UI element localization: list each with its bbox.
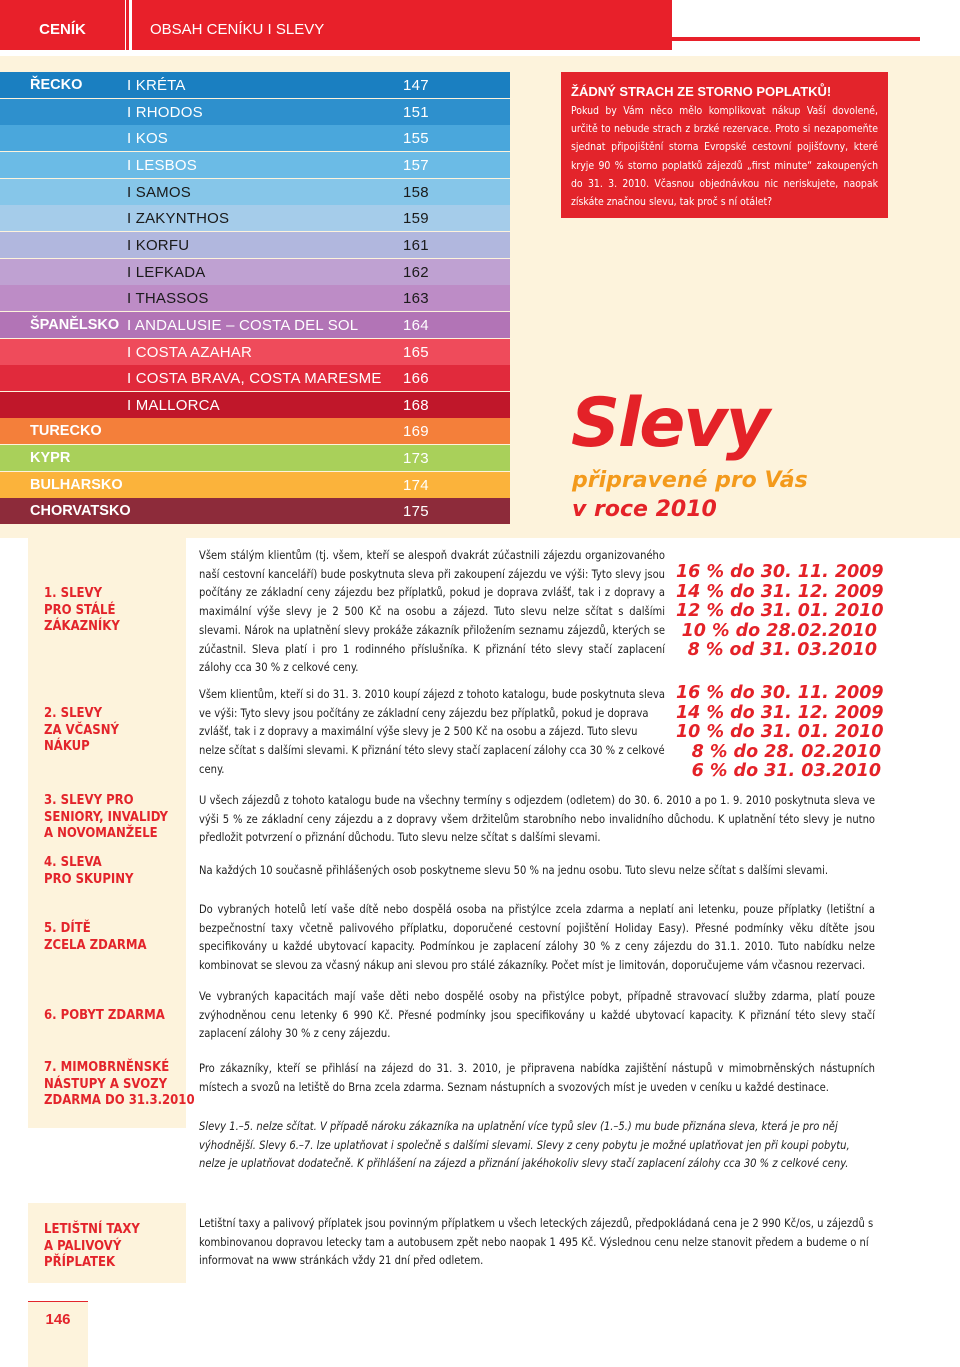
discount-5-text: Do vybraných hotelů letí vaše dítě nebo dospělá osoba na přistýlce zcela zdarma a neplatí ani letenku, pouze příplatky (letištní a bezpečnostní taxy včetně palivového příplatku, doporučené cestovní pojištění Holiday Easy). Přesné podmínky věku dítěte jsou specifikovány u každé ubytovací kapacity. Podmínkou je zaplacení zálohy 30 % z ceny zájezdu do 31.1. 2010. Tuto nabídku nelze kombinovat se slevou za včasný nákup ani slevou pro stálé zákazníky. Počet míst je limitován, doporučujeme vám včasnou rezervaci. xyxy=(199,903,875,973)
contents-page: 168 xyxy=(403,397,429,414)
contents-country: KYPR xyxy=(30,450,71,466)
discounts-note: Slevy 1.–5. nelze sčítat. V případě nároku zákazníka na uplatnění více typů slev (1.–5.) mu bude přiznána sleva, která je pro něj výhodnější. Slevy 6.–7. lze uplatňovat i společně s dalšími slevami. Slevy z ceny pobytu je možné uplatňovat jen při koupi pobytu, nelze je uplatňovat dodatečně. K přihlášení na zájezd a přiznání jakéhokoliv slevy stačí zaplacení zálohy cca 30 % z celkové ceny. xyxy=(199,1120,850,1170)
contents-page: 162 xyxy=(403,264,429,281)
contents-row xyxy=(0,259,510,285)
discount-6-text: Ve vybraných kapacitách mají vaše děti nebo dospělé osoby na přistýlce pobyt, případně stravovací služby zdarma, platí pouze zvýhodněnou cenu letenky 6 990 Kč. Přesné podmínky jsou specifikovány u každé ubytovací kapacity. K přiznání této slevy stačí zaplacení zálohy 30 % z ceny zájezdu. xyxy=(199,990,875,1041)
rate-item: 10 % do 31. 01. 2010 xyxy=(676,722,884,743)
contents-page: 164 xyxy=(403,317,429,334)
contents-destination: I KOS xyxy=(127,130,169,147)
contents-row xyxy=(0,498,510,524)
contents-page: 159 xyxy=(403,210,429,227)
contents-row xyxy=(0,205,510,231)
storno-box xyxy=(561,72,888,218)
contents-row xyxy=(0,365,510,391)
contents-page: 166 xyxy=(403,370,429,387)
contents-page: 158 xyxy=(403,184,429,201)
contents-destination: I KRÉTA xyxy=(127,77,186,94)
contents-row xyxy=(0,472,510,498)
contents-destination: I COSTA AZAHAR xyxy=(127,344,253,361)
discount-1-rates xyxy=(676,562,884,661)
discount-1-text: Všem stálým klientům (tj. všem, kteří se alespoň dvakrát zúčastnili zájezdu organizovaného naší cestovní kanceláří) bude poskytnuta sleva při zakoupení zájezdu ve výši: Tyto slevy jsou počítány ze základní ceny zájezdu bez příplatků, pokud je doprava zvlášť, tak i z dopravy a maximální výše slevy je 2 500 Kč na osobu a zájezd. Tuto slevu nelze sčítat s dalšími slevami. Nárok na uplatnění slevy prokáže zákazník přiložením seznamu zájezdů, kterých se zúčastnil. Sleva platí i pro 1 rodinného příslušníka. K přiznání této slevy stačí zaplacení zálohy cca 30 % z celkové ceny. xyxy=(199,549,665,675)
header-subsection: OBSAH CENÍKU I SLEVY xyxy=(150,21,325,38)
rate-item: 16 % do 30. 11. 2009 xyxy=(676,683,884,703)
taxes-heading: LETIŠTNÍ TAXY A PALIVOVÝ PŘÍPLATEK xyxy=(44,1222,140,1270)
rate-item: 14 % do 31. 12. 2009 xyxy=(676,702,884,723)
discount-7-heading: 7. MIMOBRNĚNSKÉ NÁSTUPY A SVOZY ZDARMA DO 31.3.2010 xyxy=(44,1060,195,1108)
contents-row xyxy=(0,312,510,338)
discount-4-text: Na každých 10 současně přihlášených osob poskytneme slevu 50 % na jednu osobu. Tuto slevu nelze sčítat s dalšími slevami. xyxy=(199,864,829,877)
contents-row xyxy=(0,152,510,178)
discount-3-heading: 3. SLEVY PRO SENIORY, INVALIDY A NOVOMANŽELE xyxy=(44,793,169,841)
contents-row xyxy=(0,445,510,471)
contents-row xyxy=(0,232,510,258)
contents-page: 151 xyxy=(403,104,429,121)
contents-page: 169 xyxy=(403,423,429,440)
page-header xyxy=(0,0,960,50)
discount-4-heading: 4. SLEVA PRO SKUPINY xyxy=(44,855,134,887)
contents-destination: I LESBOS xyxy=(127,157,197,174)
rate-item: 12 % do 31. 01. 2010 xyxy=(676,601,884,622)
rate-item: 8 % od 31. 03.2010 xyxy=(687,640,877,661)
contents-row xyxy=(0,418,510,444)
promo-title: Slevy xyxy=(571,384,769,463)
contents-country: ŠPANĚLSKO xyxy=(30,317,120,333)
contents-destination: I MALLORCA xyxy=(127,397,220,414)
discount-6-heading: 6. POBYT ZDARMA xyxy=(44,1008,165,1023)
contents-page: 157 xyxy=(403,157,429,174)
discount-2-rates xyxy=(676,683,884,782)
contents-destination: I LEFKADA xyxy=(127,264,206,281)
storno-title: ŽÁDNÝ STRACH ZE STORNO POPLATKŮ! xyxy=(571,84,832,99)
contents-row xyxy=(0,125,510,151)
header-section: CENÍK xyxy=(39,21,86,38)
contents-page: 163 xyxy=(403,290,429,307)
contents-page: 174 xyxy=(403,477,429,494)
contents-page: 175 xyxy=(403,503,429,520)
promo-year: v roce 2010 xyxy=(572,497,717,522)
discount-1-heading: 1. SLEVY PRO STÁLÉ ZÁKAZNÍKY xyxy=(44,586,120,634)
contents-destination: I SAMOS xyxy=(127,184,191,201)
contents-row xyxy=(0,179,510,205)
contents-row xyxy=(0,392,510,418)
contents-destination: I ANDALUSIE – COSTA DEL SOL xyxy=(127,317,359,334)
contents-page: 173 xyxy=(403,450,429,467)
contents-row xyxy=(0,72,510,98)
contents-destination: I KORFU xyxy=(127,237,190,254)
contents-page: 147 xyxy=(403,77,429,94)
contents-page: 161 xyxy=(403,237,429,254)
discount-2-heading: 2. SLEVY ZA VČASNÝ NÁKUP xyxy=(44,706,119,754)
taxes-text: Letištní taxy a palivový příplatek jsou povinným příplatkem u všech leteckých zájezdů, předpokládaná cena je 2 990 Kč/os, u zájezdů s kombinovanou dopravou letecky tam a autobusem zpět nebo naopak 1 495 Kč. Výslednou cenu nelze stanovit předem a budeme o ní informovat na www stránkách vždy 21 dní před odletem. xyxy=(199,1217,874,1268)
rate-item: 16 % do 30. 11. 2009 xyxy=(676,562,884,582)
promo-subtitle: připravené pro Vás xyxy=(572,468,808,493)
rate-item: 8 % do 28. 02.2010 xyxy=(691,741,881,762)
discount-7-text: Pro zákazníky, kteří se přihlásí na zájezd do 31. 3. 2010, je připravena nabídka zajištění nástupů v mimobrněnských nástupních místech a svozů na letiště do Brna zcela zdarma. Seznam nástupních a svozových míst je uveden v ceníku u každé destinace. xyxy=(199,1062,875,1094)
contents-destination: I RHODOS xyxy=(127,104,203,121)
discount-5-heading: 5. DÍTĚ ZCELA ZDARMA xyxy=(44,921,147,953)
rate-item: 14 % do 31. 12. 2009 xyxy=(676,581,884,602)
contents-row xyxy=(0,99,510,125)
contents-destination: I THASSOS xyxy=(127,290,209,307)
contents-country: CHORVATSKO xyxy=(30,503,131,519)
header-divider xyxy=(126,0,129,50)
contents-country: BULHARSKO xyxy=(30,477,123,493)
storno-text: Pokud by Vám něco mělo komplikovat nákup Vaší dovolené, určitě to nebude strach z brzké rezervace. Proto si nezapomeňte sjednat připojištění storna Evropské cestovní pojišťovny, které kryje 90 % storno poplatků zájezdů „first minute“ zakoupených do 31. 3. 2010. Včasnou objednávkou nic neriskujete, naopak získáte značnou slevu, tak proč s ní otálet? xyxy=(571,105,878,209)
contents-country: TURECKO xyxy=(30,423,102,439)
contents-destination: I ZAKYNTHOS xyxy=(127,210,230,227)
rate-item: 6 % do 31. 03.2010 xyxy=(691,761,881,782)
contents-row xyxy=(0,339,510,365)
discount-3-text: U všech zájezdů z tohoto katalogu bude na všechny termíny s odjezdem (odletem) do 30. 6. 2010 a po 1. 9. 2010 poskytnuta sleva ve výši 5 % ze základní ceny zájezdu a z dopravy všem držitelům starobního nebo invalidního důchodu. K uplatnění této slevy je nutno předložit potvrzení o přiznání důchodu. Tuto slevu nelze sčítat s dalšími slevami. xyxy=(199,794,875,845)
header-rule xyxy=(672,37,920,41)
contents-page: 165 xyxy=(403,344,429,361)
page-number: 146 xyxy=(45,1311,71,1328)
rate-item: 10 % do 28.02.2010 xyxy=(681,620,877,641)
contents-row xyxy=(0,285,510,311)
page-number-rule xyxy=(28,1301,88,1302)
contents-destination: I COSTA BRAVA, COSTA MARESME xyxy=(127,370,382,387)
contents-page: 155 xyxy=(403,130,429,147)
discount-2-text: Všem klientům, kteří si do 31. 3. 2010 koupí zájezd z tohoto katalogu, bude poskytnuta sleva ve výši: Tyto slevy jsou počítány ze základní ceny zájezdu bez příplatků, pokud je doprava zvlášť, tak i z dopravy a maximální výše slevy je 2 500 Kč na osobu a zájezd. Tuto slevu nelze sčítat s dalšími slevami. K přiznání této slevy stačí zaplacení zálohy cca 30 % z celkové ceny. xyxy=(199,688,665,776)
contents-country: ŘECKO xyxy=(30,77,83,93)
